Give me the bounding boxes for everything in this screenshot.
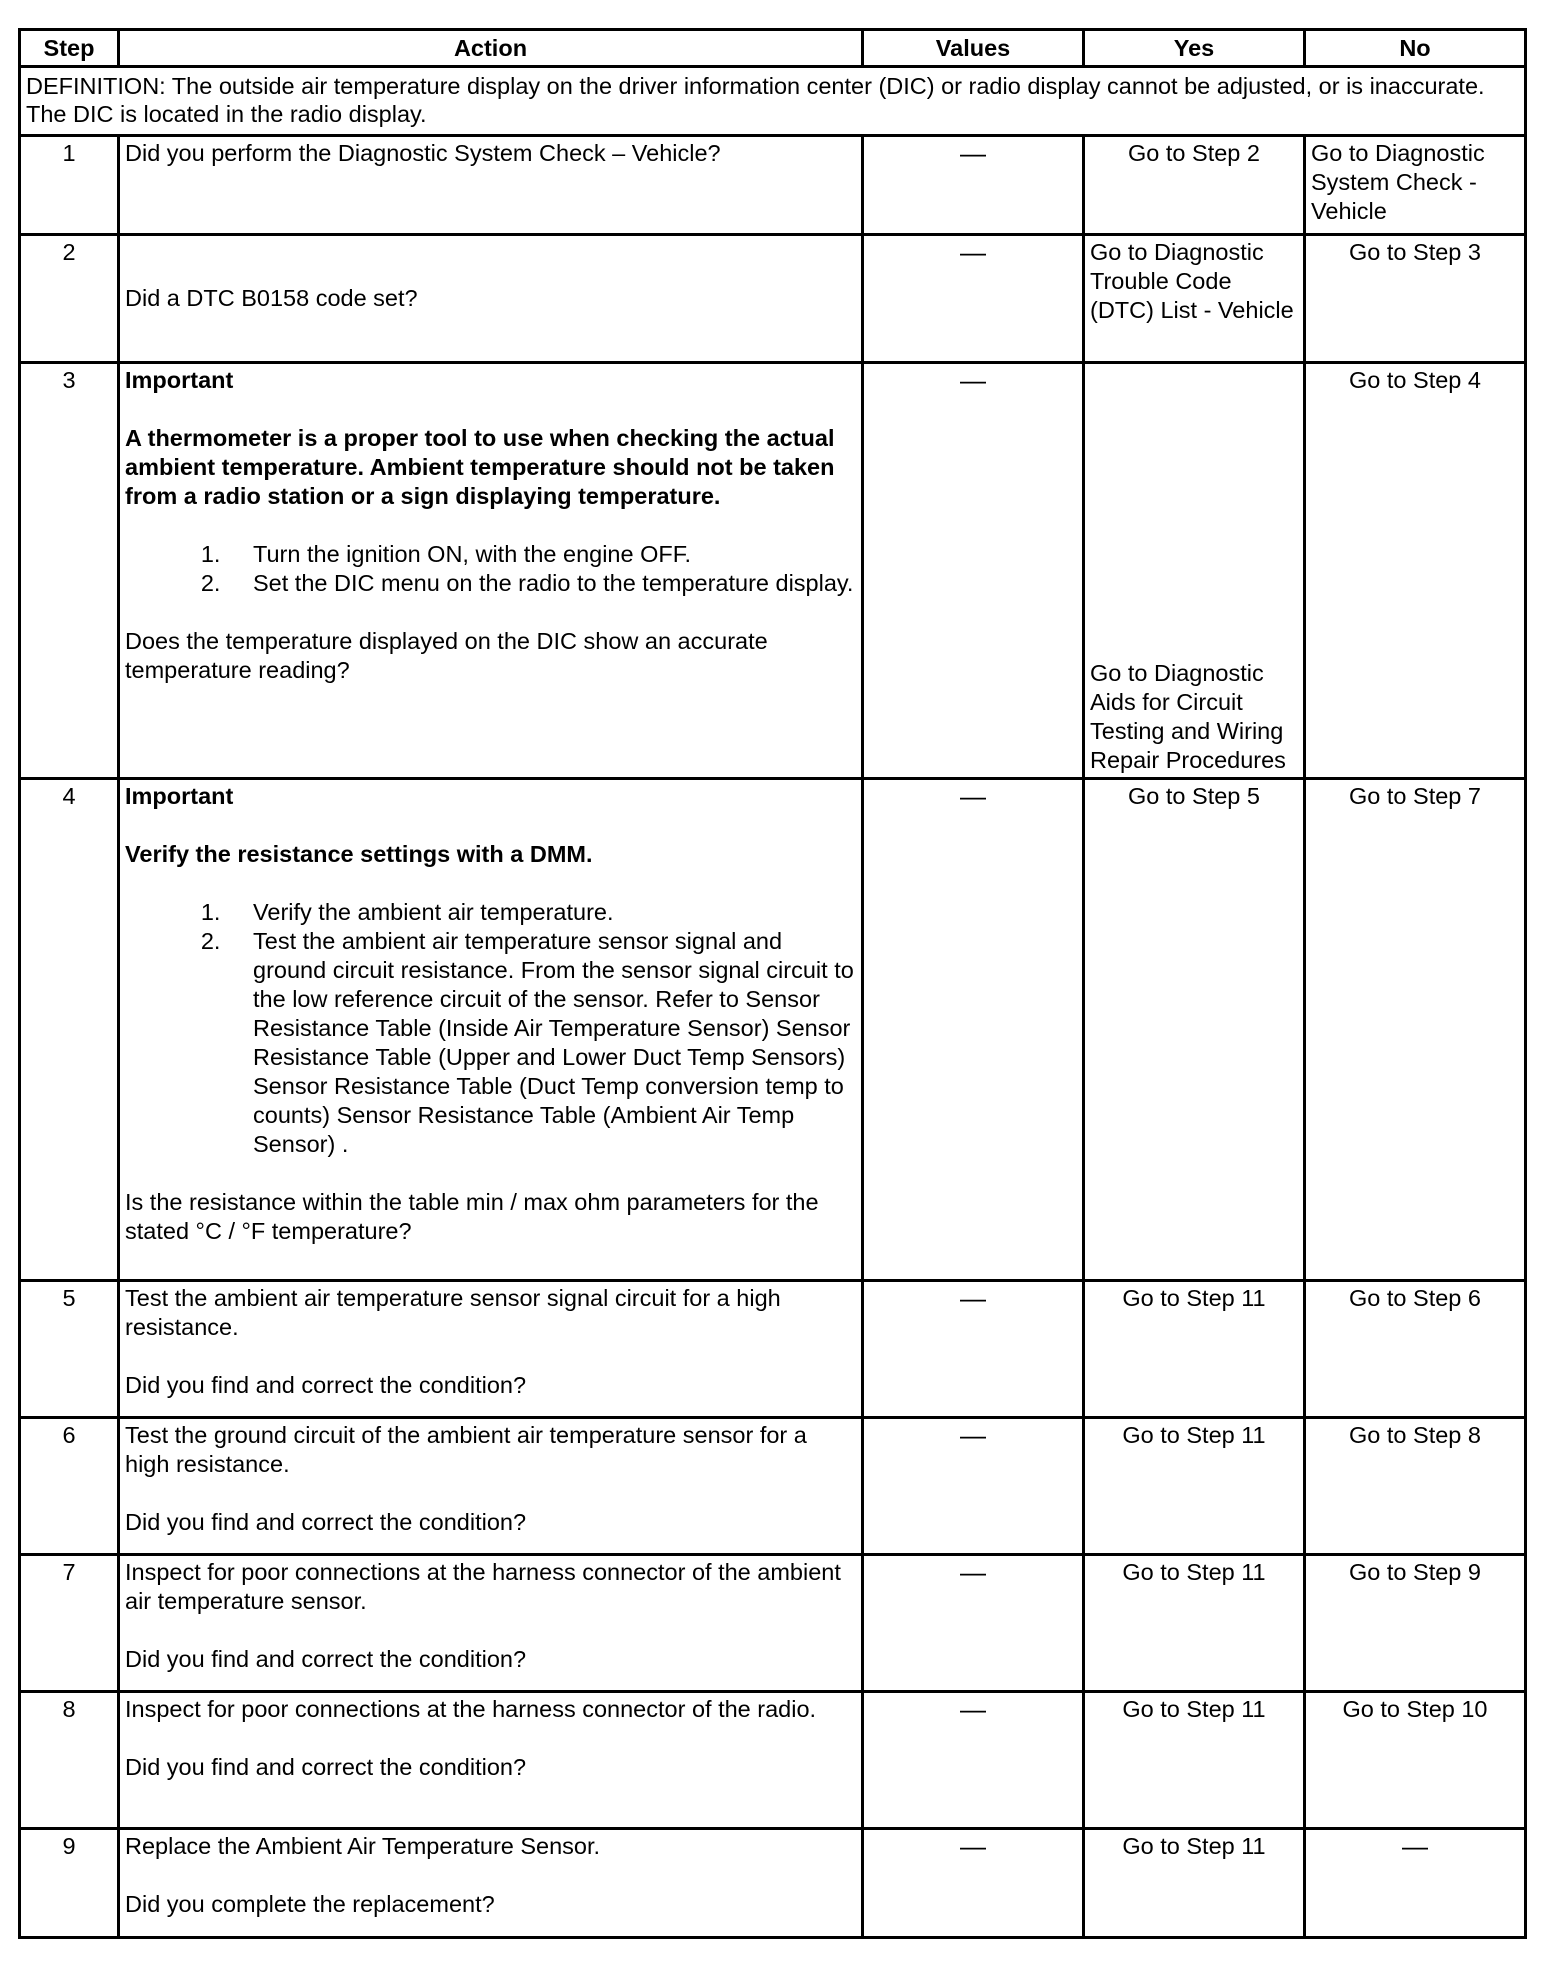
- yes-cell: Go to Step 11: [1084, 1281, 1305, 1418]
- yes-cell: Go to Step 11: [1084, 1555, 1305, 1692]
- step-number: 6: [20, 1418, 119, 1555]
- list-item: 1. Verify the ambient air temperature.: [227, 898, 856, 927]
- table-row: [20, 235, 1526, 363]
- action-cell: [119, 1829, 863, 1938]
- step-number: 8: [20, 1692, 119, 1829]
- header-no: No: [1305, 30, 1526, 67]
- important-label: Important: [125, 367, 234, 393]
- step-number: 1: [20, 136, 119, 235]
- action-cell: [119, 136, 863, 235]
- values-cell: —: [863, 1692, 1084, 1829]
- action-text: Inspect for poor connections at the harness connector of the radio.: [125, 1696, 817, 1722]
- step-number: 4: [20, 779, 119, 1281]
- action-question: Did a DTC B0158 code set?: [125, 285, 418, 311]
- table-row: [20, 1829, 1526, 1938]
- values-cell: —: [863, 136, 1084, 235]
- no-cell: Go to Diagnostic System Check - Vehicle: [1305, 136, 1526, 235]
- table-row: [20, 1555, 1526, 1692]
- table-row: [20, 1692, 1526, 1829]
- yes-cell: Go to Step 5: [1084, 779, 1305, 1281]
- definition-text: DEFINITION: The outside air temperature display on the driver information center (DIC) or radio display cannot be adjusted, or is inaccurate. The DIC is located in the radio display.: [20, 67, 1526, 136]
- important-label: Important: [125, 783, 234, 809]
- action-text: Test the ambient air temperature sensor signal circuit for a high resistance.: [125, 1285, 781, 1340]
- values-cell: —: [863, 1418, 1084, 1555]
- header-step: Step: [20, 30, 119, 67]
- step-number: 5: [20, 1281, 119, 1418]
- no-cell: Go to Step 7: [1305, 779, 1526, 1281]
- no-cell: Go to Step 3: [1305, 235, 1526, 363]
- header-row: [20, 30, 1526, 67]
- values-cell: —: [863, 779, 1084, 1281]
- procedure-list: [125, 898, 856, 1159]
- yes-cell: Go to Step 11: [1084, 1418, 1305, 1555]
- action-cell: [119, 1418, 863, 1555]
- definition-row: [20, 67, 1526, 136]
- table-row: [20, 779, 1526, 1281]
- table-row: [20, 1418, 1526, 1555]
- yes-cell: Go to Diagnostic Trouble Code (DTC) List - Vehicle: [1084, 235, 1305, 363]
- list-item: 2. Test the ambient air temperature sensor signal and ground circuit resistance. From the sensor signal circuit to the low reference circuit of the sensor. Refer to Sensor Resistance Table (Inside Air Temperature Sensor) Sensor Resistance Table (Upper and Lower Duct Temp Sensors) Sensor Resistance Table (Duct Temp conversion temp to counts) Sensor Resistance Table (Ambient Air Temp Sensor) .: [227, 927, 856, 1159]
- action-text: Replace the Ambient Air Temperature Sensor.: [125, 1833, 601, 1859]
- action-cell: [119, 1555, 863, 1692]
- values-cell: —: [863, 1281, 1084, 1418]
- action-question: Did you find and correct the condition?: [125, 1509, 527, 1535]
- action-cell: [119, 779, 863, 1281]
- header-values: Values: [863, 30, 1084, 67]
- diagnostic-table: [18, 28, 1527, 1939]
- step-number: 9: [20, 1829, 119, 1938]
- no-cell: Go to Step 4: [1305, 363, 1526, 779]
- yes-cell: Go to Diagnostic Aids for Circuit Testing and Wiring Repair Procedures: [1084, 363, 1305, 779]
- action-question: Did you complete the replacement?: [125, 1891, 495, 1917]
- action-cell: [119, 235, 863, 363]
- important-note: Verify the resistance settings with a DMM.: [125, 841, 593, 867]
- no-cell: Go to Step 10: [1305, 1692, 1526, 1829]
- yes-cell: Go to Step 2: [1084, 136, 1305, 235]
- step-number: 3: [20, 363, 119, 779]
- action-question: Did you find and correct the condition?: [125, 1646, 527, 1672]
- important-note: A thermometer is a proper tool to use when checking the actual ambient temperature. Ambient temperature should not be taken from a radio station or a sign displaying temperature.: [125, 425, 835, 509]
- values-cell: —: [863, 1829, 1084, 1938]
- no-cell: Go to Step 8: [1305, 1418, 1526, 1555]
- values-cell: —: [863, 1555, 1084, 1692]
- header-yes: Yes: [1084, 30, 1305, 67]
- step-number: 7: [20, 1555, 119, 1692]
- no-cell: Go to Step 6: [1305, 1281, 1526, 1418]
- procedure-list: [125, 540, 856, 598]
- action-text: Inspect for poor connections at the harness connector of the ambient air temperature sensor.: [125, 1559, 841, 1614]
- no-cell: —: [1305, 1829, 1526, 1938]
- no-cell: Go to Step 9: [1305, 1555, 1526, 1692]
- action-question: Did you perform the Diagnostic System Check – Vehicle?: [125, 140, 721, 166]
- action-cell: [119, 363, 863, 779]
- table-row: [20, 1281, 1526, 1418]
- action-question: Does the temperature displayed on the DIC show an accurate temperature reading?: [125, 628, 768, 683]
- values-cell: —: [863, 235, 1084, 363]
- header-action: Action: [119, 30, 863, 67]
- table-row: [20, 363, 1526, 779]
- list-item: 2. Set the DIC menu on the radio to the temperature display.: [227, 569, 856, 598]
- yes-cell: Go to Step 11: [1084, 1692, 1305, 1829]
- yes-cell: Go to Step 11: [1084, 1829, 1305, 1938]
- action-text: Test the ground circuit of the ambient air temperature sensor for a high resistance.: [125, 1422, 807, 1477]
- action-cell: [119, 1281, 863, 1418]
- action-question: Did you find and correct the condition?: [125, 1754, 527, 1780]
- action-question: Is the resistance within the table min / max ohm parameters for the stated °C / °F temperature?: [125, 1189, 819, 1244]
- table-row: [20, 136, 1526, 235]
- action-question: Did you find and correct the condition?: [125, 1372, 527, 1398]
- values-cell: —: [863, 363, 1084, 779]
- list-item: 1. Turn the ignition ON, with the engine OFF.: [227, 540, 856, 569]
- step-number: 2: [20, 235, 119, 363]
- action-cell: [119, 1692, 863, 1829]
